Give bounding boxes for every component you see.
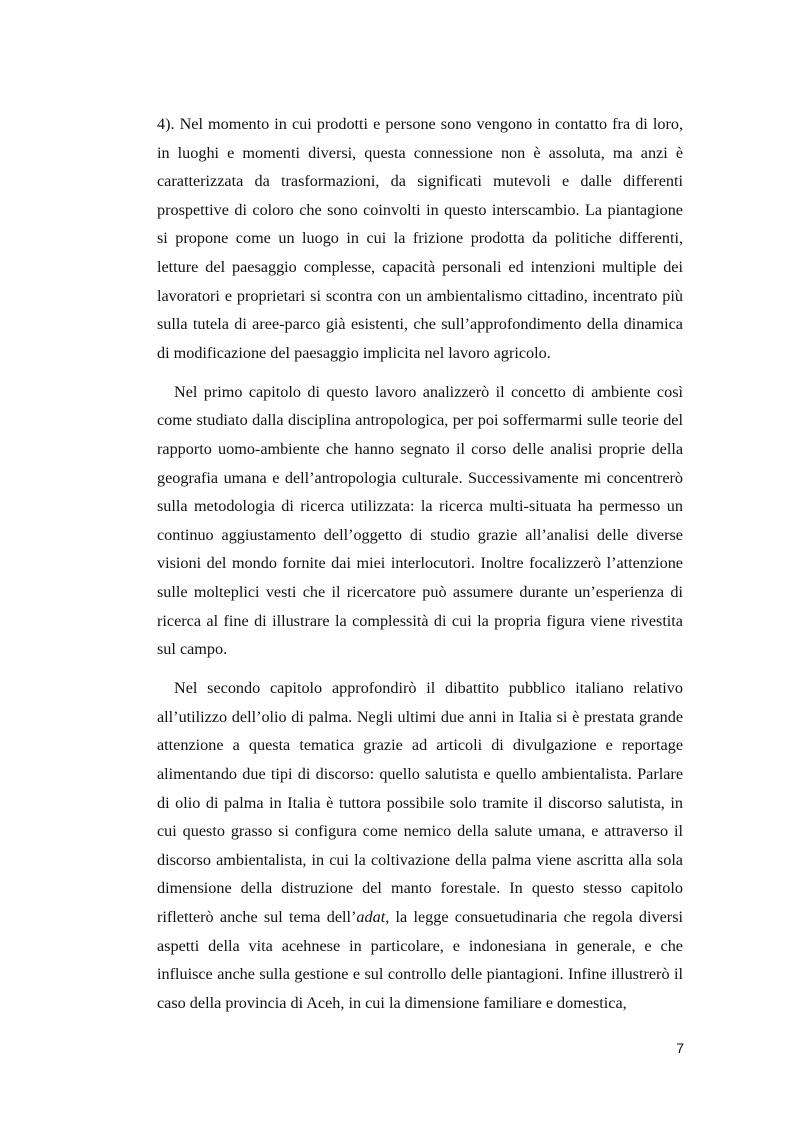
paragraph-text-before-italic: Nel secondo capitolo approfondirò il dibattito pubblico italiano relativo all’utilizzo dell’olio di palma. Negli ultimi due anni in Italia si è prestata grande attenzione a questa tematica grazie ad articoli di divulgazione e reportage alimentando due tipi di discorso: quello salutista e quello ambientalista. Parlare di olio di palma in Italia è tuttora possibile solo tramite il discorso salutista, in cui questo grasso si configura come nemico della salute umana, e attraverso il discorso ambientalista, in cui la coltivazione della palma viene ascritta alla sola dimensione della distruzione del manto forestale. In questo stesso capitolo rifletterò anche sul tema dell’ bbox=[157, 679, 683, 927]
page-number: 7 bbox=[676, 1040, 684, 1056]
paragraph-text-after-italic: , la legge consuetudinaria che regola diversi aspetti della vita acehnese in particolare, e indonesiana in generale, e che influisce anche sulla gestione e sul controllo delle piantagioni. Infine illustrerò il caso della provincia di Aceh, in cui la dimensione familiare e domestica, bbox=[157, 908, 683, 1012]
paragraph-continuation: 4). Nel momento in cui prodotti e persone sono vengono in contatto fra di loro, in luoghi e momenti diversi, questa connessione non è assoluta, ma anzi è caratterizzata da trasformazioni, da significati mutevoli e dalle differenti prospettive di coloro che sono coinvolti in questo interscambio. La piantagione si propone come un luogo in cui la frizione prodotta da politiche differenti, letture del paesaggio complesse, capacità personali ed intenzioni multiple dei lavoratori e proprietari si scontra con un ambientalismo cittadino, incentrato più sulla tutela di aree-parco già esistenti, che sull’approfondimento della dinamica di modificazione del paesaggio implicita nel lavoro agricolo. bbox=[157, 115, 683, 362]
paragraph-first-chapter: Nel primo capitolo di questo lavoro analizzerò il concetto di ambiente così come studiato dalla disciplina antropologica, per poi soffermarmi sulle teorie del rapporto uomo-ambiente che hanno segnato il corso delle analisi proprie della geografia umana e dell’antropologia culturale. Successivamente mi concentrerò sulla metodologia di ricerca utilizzata: la ricerca multi-situata ha permesso un continuo aggiustamento dell’oggetto di studio grazie all’analisi delle diverse visioni del mondo fornite dai miei interlocutori. Inoltre focalizzerò l’attenzione sulle molteplici vesti che il ricercatore può assumere durante un’esperienza di ricerca al fine di illustrare la complessità di cui la propria figura viene rivestita sul campo. bbox=[157, 382, 683, 659]
page-body bbox=[157, 110, 683, 1017]
paragraph-second-chapter bbox=[157, 674, 683, 1017]
italic-term-adat: adat bbox=[356, 908, 386, 927]
